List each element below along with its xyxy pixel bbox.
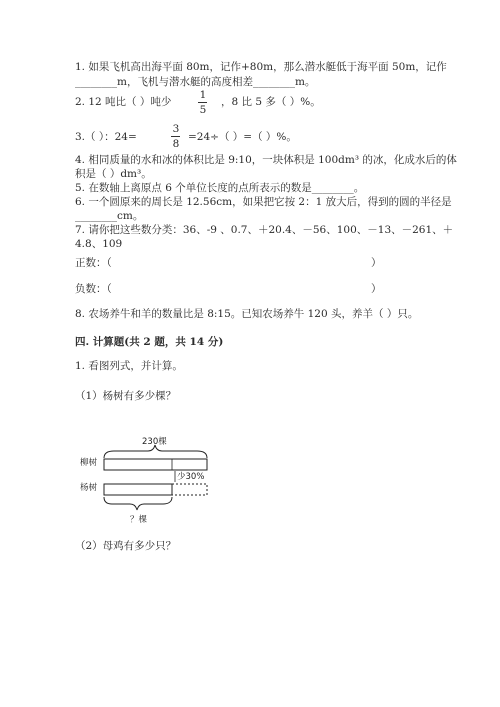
q7-line1: 7. 请你把这些数分类：36、-9 、0.7、＋20.4、－56、100、－13、－261、＋ <box>75 224 454 236</box>
q4-line2: 积是（ ）dm³。 <box>75 168 152 180</box>
total-label: 230棵 <box>142 437 167 447</box>
section-intro: 1. 看图列式，并计算。 <box>75 360 183 372</box>
q3-part2: =24÷（ ）=（ ）%。 <box>188 131 297 143</box>
q2-part1: 2. 12 吨比（ ）吨少 <box>75 96 172 108</box>
willow-bar <box>104 459 207 470</box>
q3-fraction-numerator: 3 <box>172 123 180 135</box>
q4-line1: 4. 相同质量的水和冰的体积比是 9:10，一块体积是 100dm³ 的冰，化成水后的体 <box>75 154 457 166</box>
section-heading: 四. 计算题(共 2 题，共 14 分) <box>75 336 224 348</box>
poplar-bar <box>104 484 172 495</box>
q1-line1: 1. 如果飞机高出海平面 80m，记作+80m，那么潜水艇低于海平面 50m，记作 <box>75 61 447 73</box>
q2-part2: ，8 比 5 多（ ）%。 <box>221 96 321 108</box>
q7-line2: 4.8、109 <box>75 238 123 250</box>
q2-fraction-numerator: 1 <box>199 89 207 101</box>
q5: 5. 在数轴上离原点 6 个单位长度的点所表示的数是________。 <box>75 182 365 194</box>
q6-line1: 6. 一个圆原来的周长是 12.56cm，如果把它按 2：1 放大后，得到的圆的半径是 <box>75 196 452 208</box>
q8: 8. 农场养牛和羊的数量比是 8:15。已知农场养牛 120 头，养羊（ ）只。 <box>75 308 419 320</box>
q3-fraction-denominator: 8 <box>172 138 180 150</box>
positive-label: 正数：（ <box>75 257 112 269</box>
question-label: ？棵 <box>130 515 148 525</box>
q6-line2: ________cm。 <box>75 210 144 222</box>
less-label: 少30% <box>177 472 205 482</box>
poplar-less-part <box>172 484 207 495</box>
question-brace <box>104 497 172 510</box>
sub-question-1: （1）杨树有多少棵？ <box>75 390 177 402</box>
negative-close: ） <box>371 283 382 295</box>
row2-label: 杨树 <box>80 483 98 493</box>
row1-label: 柳树 <box>80 458 98 468</box>
sub-question-2: （2）母鸡有多少只？ <box>75 540 177 552</box>
negative-label: 负数：（ <box>75 283 112 295</box>
positive-close: ） <box>371 257 382 269</box>
q1-line2: ________m，飞机与潜水艇的高度相差________m。 <box>75 76 316 88</box>
q3-part1: 3.（ ）：24= <box>75 131 137 143</box>
q2-fraction-denominator: 5 <box>199 104 207 116</box>
